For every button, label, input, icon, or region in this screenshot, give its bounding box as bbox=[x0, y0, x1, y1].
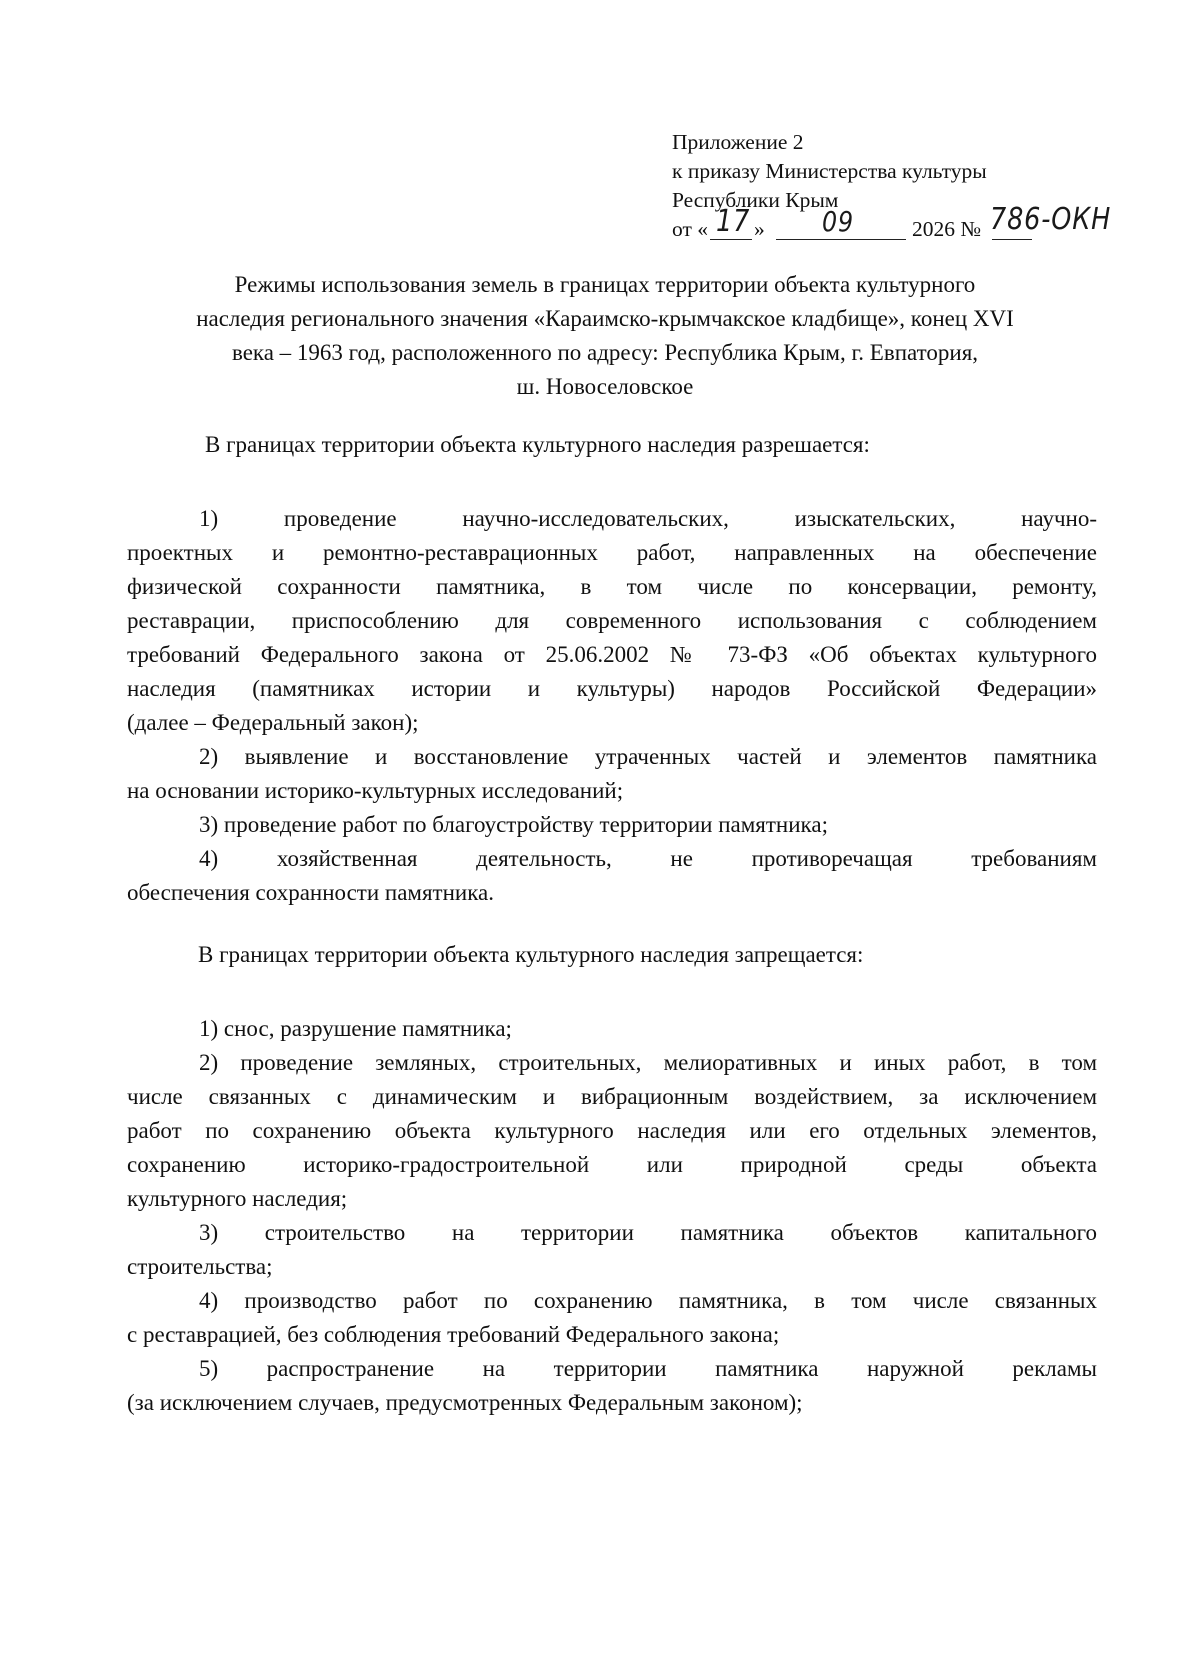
handwritten-day: 17 bbox=[716, 204, 751, 239]
order-reference: к приказу Министерства культуры bbox=[672, 159, 987, 183]
text-line: 3) проведение работ по благоустройству территории памятника; bbox=[199, 812, 828, 837]
text-line: 3) строительство на территории памятника объектов капитального bbox=[199, 1220, 1097, 1245]
text-line: работ по сохранению объекта культурного наследия или его отдельных элементов, bbox=[127, 1118, 1097, 1143]
document-title bbox=[115, 268, 1095, 404]
order-date-line bbox=[672, 202, 1112, 247]
text-line: на основании историко-культурных исследований; bbox=[127, 778, 624, 803]
title-line: Режимы использования земель в границах территории объекта культурного bbox=[234, 272, 976, 297]
text-line: культурного наследия; bbox=[127, 1186, 348, 1211]
text-line: требований Федерального закона от 25.06.2002 № 73-ФЗ «Об объектах культурного bbox=[127, 642, 1097, 667]
year-and-number-label: 2026 № bbox=[912, 217, 981, 241]
prohibited-item-3 bbox=[127, 1216, 1097, 1284]
text-line: с реставрацией, без соблюдения требований Федерального закона; bbox=[127, 1322, 780, 1347]
text-line: (за исключением случаев, предусмотренных Федеральным законом); bbox=[127, 1390, 803, 1415]
allowed-item-2 bbox=[127, 740, 1097, 808]
text-line: 4) производство работ по сохранению памятника, в том числе связанных bbox=[199, 1288, 1097, 1313]
text-line: (далее – Федеральный закон); bbox=[127, 710, 419, 735]
allowed-item-1 bbox=[127, 502, 1097, 740]
text-line: 1) проведение научно-исследовательских, изыскательских, научно- bbox=[199, 506, 1097, 531]
title-line: века – 1963 год, расположенного по адресу: Республика Крым, г. Евпатория, bbox=[231, 340, 979, 365]
prohibited-heading: В границах территории объекта культурного наследия запрещается: bbox=[198, 942, 864, 967]
date-prefix: от « bbox=[672, 217, 708, 241]
title-line: наследия регионального значения «Караимско-крымчакское кладбище», конец XVI bbox=[196, 306, 1014, 331]
allowed-item-3 bbox=[127, 808, 1097, 842]
republic-name: Республики Крым bbox=[672, 188, 839, 212]
prohibited-item-2 bbox=[127, 1046, 1097, 1216]
appendix-label: Приложение 2 bbox=[672, 130, 804, 154]
appendix-header bbox=[672, 128, 1112, 247]
month-blank bbox=[776, 239, 906, 240]
allowed-item-4 bbox=[127, 842, 1097, 910]
text-line: наследия (памятниках истории и культуры) народов Российской Федерации» bbox=[127, 676, 1097, 701]
text-line: физической сохранности памятника, в том числе по консервации, ремонту, bbox=[127, 574, 1097, 599]
allowed-heading: В границах территории объекта культурного наследия разрешается: bbox=[205, 432, 870, 457]
text-line: 2) проведение земляных, строительных, мелиоративных и иных работ, в том bbox=[199, 1050, 1097, 1075]
text-line: 4) хозяйственная деятельность, не противоречащая требованиям bbox=[199, 846, 1097, 871]
prohibited-item-1 bbox=[127, 1012, 1097, 1046]
text-line: реставрации, приспособлению для современного использования с соблюдением bbox=[127, 608, 1097, 633]
day-blank bbox=[710, 239, 752, 240]
text-line: 2) выявление и восстановление утраченных частей и элементов памятника bbox=[199, 744, 1097, 769]
text-line: проектных и ремонтно-реставрационных работ, направленных на обеспечение bbox=[127, 540, 1097, 565]
prohibited-item-4 bbox=[127, 1284, 1097, 1352]
number-blank bbox=[992, 239, 1032, 240]
text-line: 1) снос, разрушение памятника; bbox=[199, 1016, 512, 1041]
text-line: сохранению историко-градостроительной или природной среды объекта bbox=[127, 1152, 1097, 1177]
text-line: строительства; bbox=[127, 1254, 273, 1279]
title-line: ш. Новоселовское bbox=[516, 374, 694, 399]
handwritten-month: 09 bbox=[822, 205, 854, 238]
text-line: числе связанных с динамическим и вибрационным воздействием, за исключением bbox=[127, 1084, 1097, 1109]
text-line: 5) распространение на территории памятника наружной рекламы bbox=[199, 1356, 1097, 1381]
prohibited-item-5 bbox=[127, 1352, 1097, 1420]
handwritten-order-number: 786-ОКН bbox=[990, 202, 1112, 237]
text-line: обеспечения сохранности памятника. bbox=[127, 880, 495, 905]
quote-close: » bbox=[754, 217, 765, 241]
